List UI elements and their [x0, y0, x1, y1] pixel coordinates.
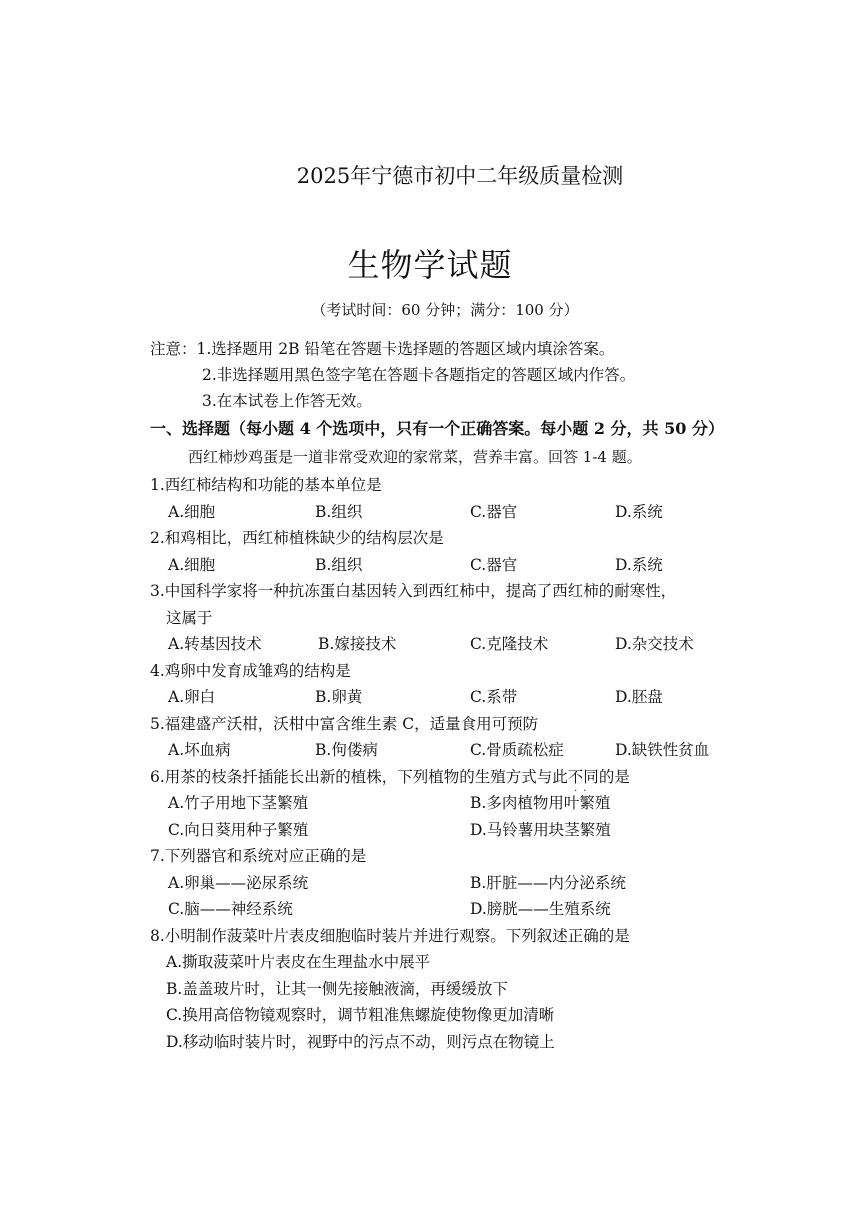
- option-a: A.细胞: [168, 555, 216, 574]
- option-d: D.杂交技术: [615, 635, 694, 653]
- exam-info: （考试时间：60 分钟；满分：100 分）: [311, 301, 579, 319]
- question-1: [150, 472, 750, 525]
- question-stem-continued: 这属于: [166, 608, 213, 627]
- option-d: D.系统: [615, 555, 663, 574]
- question-7: [150, 843, 750, 923]
- question-4: [150, 658, 750, 711]
- option-a: A.竹子用地下茎繁殖: [168, 794, 309, 812]
- option-d: D.马铃薯用块茎繁殖: [470, 820, 611, 839]
- question-8: [150, 923, 750, 1056]
- option-b: B.多肉植物用叶繁殖: [470, 794, 611, 812]
- option-d: D.膀胱——生殖系统: [470, 900, 611, 918]
- option-c: C.系带: [470, 688, 518, 706]
- notice-item-1: 1.选择题用 2B 铅笔在答题卡选择题的答题区域内填涂答案。: [196, 340, 615, 358]
- option-c: C.向日葵用种子繁殖: [168, 820, 309, 839]
- option-c: C.器官: [470, 502, 518, 521]
- option-c: C.克隆技术: [470, 635, 549, 653]
- notice-item-3: 3.在本试卷上作答无效。: [202, 392, 372, 410]
- notice-block: [150, 336, 635, 414]
- option-b: B.盖盖玻片时，让其一侧先接触液滴，再缓缓放下: [166, 979, 508, 998]
- option-b: B.肝脏——内分泌系统: [470, 873, 626, 892]
- notice-item-2: 2.非选择题用黑色签字笔在答题卡各题指定的答题区域内作答。: [202, 366, 636, 384]
- option-d: D.移动临时装片时，视野中的污点不动，则污点在物镜上: [166, 1032, 555, 1051]
- option-c: C.器官: [470, 555, 518, 574]
- option-b: B.组织: [315, 555, 363, 574]
- emphasized-text: 不同: [567, 767, 599, 786]
- question-6: [150, 764, 750, 844]
- question-5: [150, 711, 750, 764]
- option-row: [150, 499, 750, 526]
- option-c: C.骨质疏松症: [470, 741, 564, 759]
- option-b: B.嫁接技术: [318, 635, 397, 653]
- emphasis-mark: [567, 764, 599, 797]
- option-row: [150, 684, 750, 711]
- option-a: A.细胞: [168, 502, 216, 521]
- option-row: [150, 737, 750, 764]
- question-stem: 2.和鸡相比，西红柿植株缺少的结构层次是: [150, 529, 444, 547]
- option-row: [150, 552, 750, 579]
- subject-title: 生物学试题: [347, 246, 513, 284]
- option-d: D.系统: [615, 502, 663, 521]
- option-a: A.转基因技术: [168, 635, 262, 653]
- question-stem: 1.西红柿结构和功能的基本单位是: [150, 476, 382, 494]
- question-stem-text: 6.用茶的枝条扦插能长出新的植株，下列植物的生殖方式与此: [150, 767, 568, 786]
- question-2: [150, 525, 750, 578]
- option-c: C.换用高倍物镜观察时，调节粗准焦螺旋使物像更加清晰: [166, 1006, 555, 1024]
- option-a: A.坏血病: [168, 741, 231, 759]
- question-list: [150, 472, 750, 1055]
- option-d: D.胚盘: [615, 688, 663, 706]
- emphasis-dots-icon: ··: [574, 786, 593, 797]
- question-stem: 4.鸡卵中发育成雏鸡的结构是: [150, 661, 351, 680]
- notice-label: 注意：: [150, 340, 197, 358]
- notice-row-1: [150, 336, 635, 362]
- option-b: B.佝偻病: [315, 741, 378, 759]
- question-stem: 8.小明制作菠菜叶片表皮细胞临时装片并进行观察。下列叙述正确的是: [150, 926, 630, 945]
- option-row: [150, 870, 750, 897]
- question-3: [150, 578, 750, 658]
- option-row: [150, 631, 750, 658]
- question-stem: [150, 764, 750, 797]
- option-d: D.缺铁性贫血: [615, 741, 710, 759]
- option-b: B.组织: [315, 502, 363, 521]
- option-b: B.卵黄: [315, 688, 363, 706]
- option-a: A.卵巢——泌尿系统: [168, 873, 309, 892]
- question-stem: 5.福建盛产沃柑，沃柑中富含维生素 C，适量食用可预防: [150, 714, 539, 733]
- option-a: A.撕取菠菜叶片表皮在生理盐水中展平: [166, 953, 431, 971]
- option-a: A.卵白: [168, 688, 216, 706]
- option-row: [150, 817, 750, 844]
- section-intro: 西红柿炒鸡蛋是一道非常受欢迎的家常菜，营养丰富。回答 1-4 题。: [188, 448, 642, 466]
- exam-name: 2025年宁德市初中二年级质量检测: [296, 164, 624, 188]
- option-row: [150, 786, 750, 817]
- option-row: [150, 896, 750, 923]
- question-stem-text-end: 的是: [598, 767, 630, 786]
- option-c: C.脑——神经系统: [168, 900, 293, 918]
- question-stem: 7.下列器官和系统对应正确的是: [150, 847, 367, 865]
- question-stem: 3.中国科学家将一种抗冻蛋白基因转入到西红柿中，提高了西红柿的耐寒性，: [150, 582, 677, 600]
- section-heading: 一、选择题（每小题 4 个选项中，只有一个正确答案。每小题 2 分，共 50 分）: [150, 419, 724, 438]
